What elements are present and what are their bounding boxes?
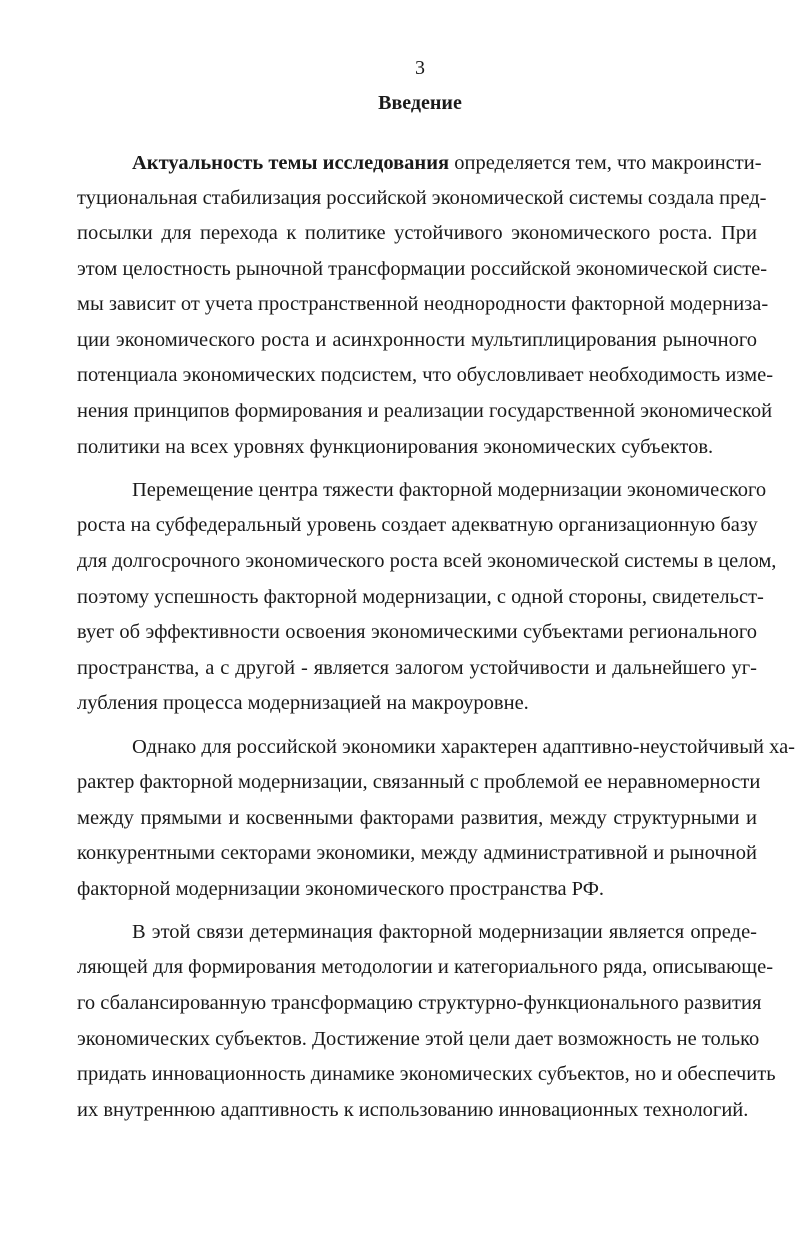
- page-title: Введение: [378, 92, 462, 114]
- paragraph-1-line-3: посылки для перехода к политике устойчивого экономического роста. При: [77, 222, 757, 244]
- paragraph-1-line-7: потенциала экономических подсистем, что обусловливает необходимость изме-: [77, 364, 774, 386]
- paragraph-3-line-4: конкурентными секторами экономики, между административной и рыночной: [77, 842, 757, 864]
- paragraph-4-line-4: экономических субъектов. Достижение этой цели дает возможность не только: [77, 1028, 760, 1050]
- paragraph-3-line-1: Однако для российской экономики характерен адаптивно-неустойчивый ха-: [132, 736, 796, 758]
- text-run: определяется тем, что макроинсти-: [449, 152, 762, 174]
- paragraph-1-line-9: политики на всех уровнях функционирования экономических субъектов.: [77, 436, 714, 458]
- paragraph-2-line-3: для долгосрочного экономического роста всей экономической системы в целом,: [77, 550, 777, 572]
- paragraph-2-line-7: лубления процесса модернизацией на макроуровне.: [77, 692, 529, 714]
- paragraph-2-line-6: пространства, а с другой - является залогом устойчивости и дальнейшего уг-: [77, 657, 757, 679]
- paragraph-1-line-1: [132, 150, 762, 176]
- paragraph-4-line-5: придать инновационность динамике экономических субъектов, но и обеспечить: [77, 1063, 776, 1085]
- paragraph-1-line-4: этом целостность рыночной трансформации российской экономической систе-: [77, 258, 768, 280]
- paragraph-1-line-5: мы зависит от учета пространственной неоднородности факторной модерниза-: [77, 293, 769, 315]
- paragraph-4-line-6: их внутреннюю адаптивность к использованию инновационных технологий.: [77, 1099, 749, 1121]
- paragraph-1-line-2: туциональная стабилизация российской экономической системы создала пред-: [77, 187, 767, 209]
- paragraph-3-line-2: рактер факторной модернизации, связанный с проблемой ее неравномерности: [77, 771, 761, 793]
- paragraph-2-line-5: вует об эффективности освоения экономическими субъектами регионального: [77, 621, 757, 643]
- paragraph-1-line-8: нения принципов формирования и реализации государственной экономической: [77, 400, 773, 422]
- emphasis-lead: Актуальность темы исследования: [132, 152, 450, 174]
- paragraph-1-line-6: ции экономического роста и асинхронности мультиплицирования рыночного: [77, 329, 757, 351]
- page-number: 3: [415, 57, 425, 79]
- paragraph-4-line-2: ляющей для формирования методологии и категориального ряда, описывающе-: [77, 956, 774, 978]
- paragraph-2-line-1: Перемещение центра тяжести факторной модернизации экономического: [132, 479, 767, 501]
- paragraph-2-line-2: роста на субфедеральный уровень создает адекватную организационную базу: [77, 514, 758, 536]
- paragraph-3-line-3: между прямыми и косвенными факторами развития, между структурными и: [77, 807, 757, 829]
- paragraph-4-line-3: го сбалансированную трансформацию структурно-функционального развития: [77, 992, 762, 1014]
- paragraph-3-line-5: факторной модернизации экономического пространства РФ.: [77, 878, 605, 900]
- paragraph-2-line-4: поэтому успешность факторной модернизации, с одной стороны, свидетельст-: [77, 586, 764, 608]
- paragraph-4-line-1: В этой связи детерминация факторной модернизации является опреде-: [132, 921, 757, 943]
